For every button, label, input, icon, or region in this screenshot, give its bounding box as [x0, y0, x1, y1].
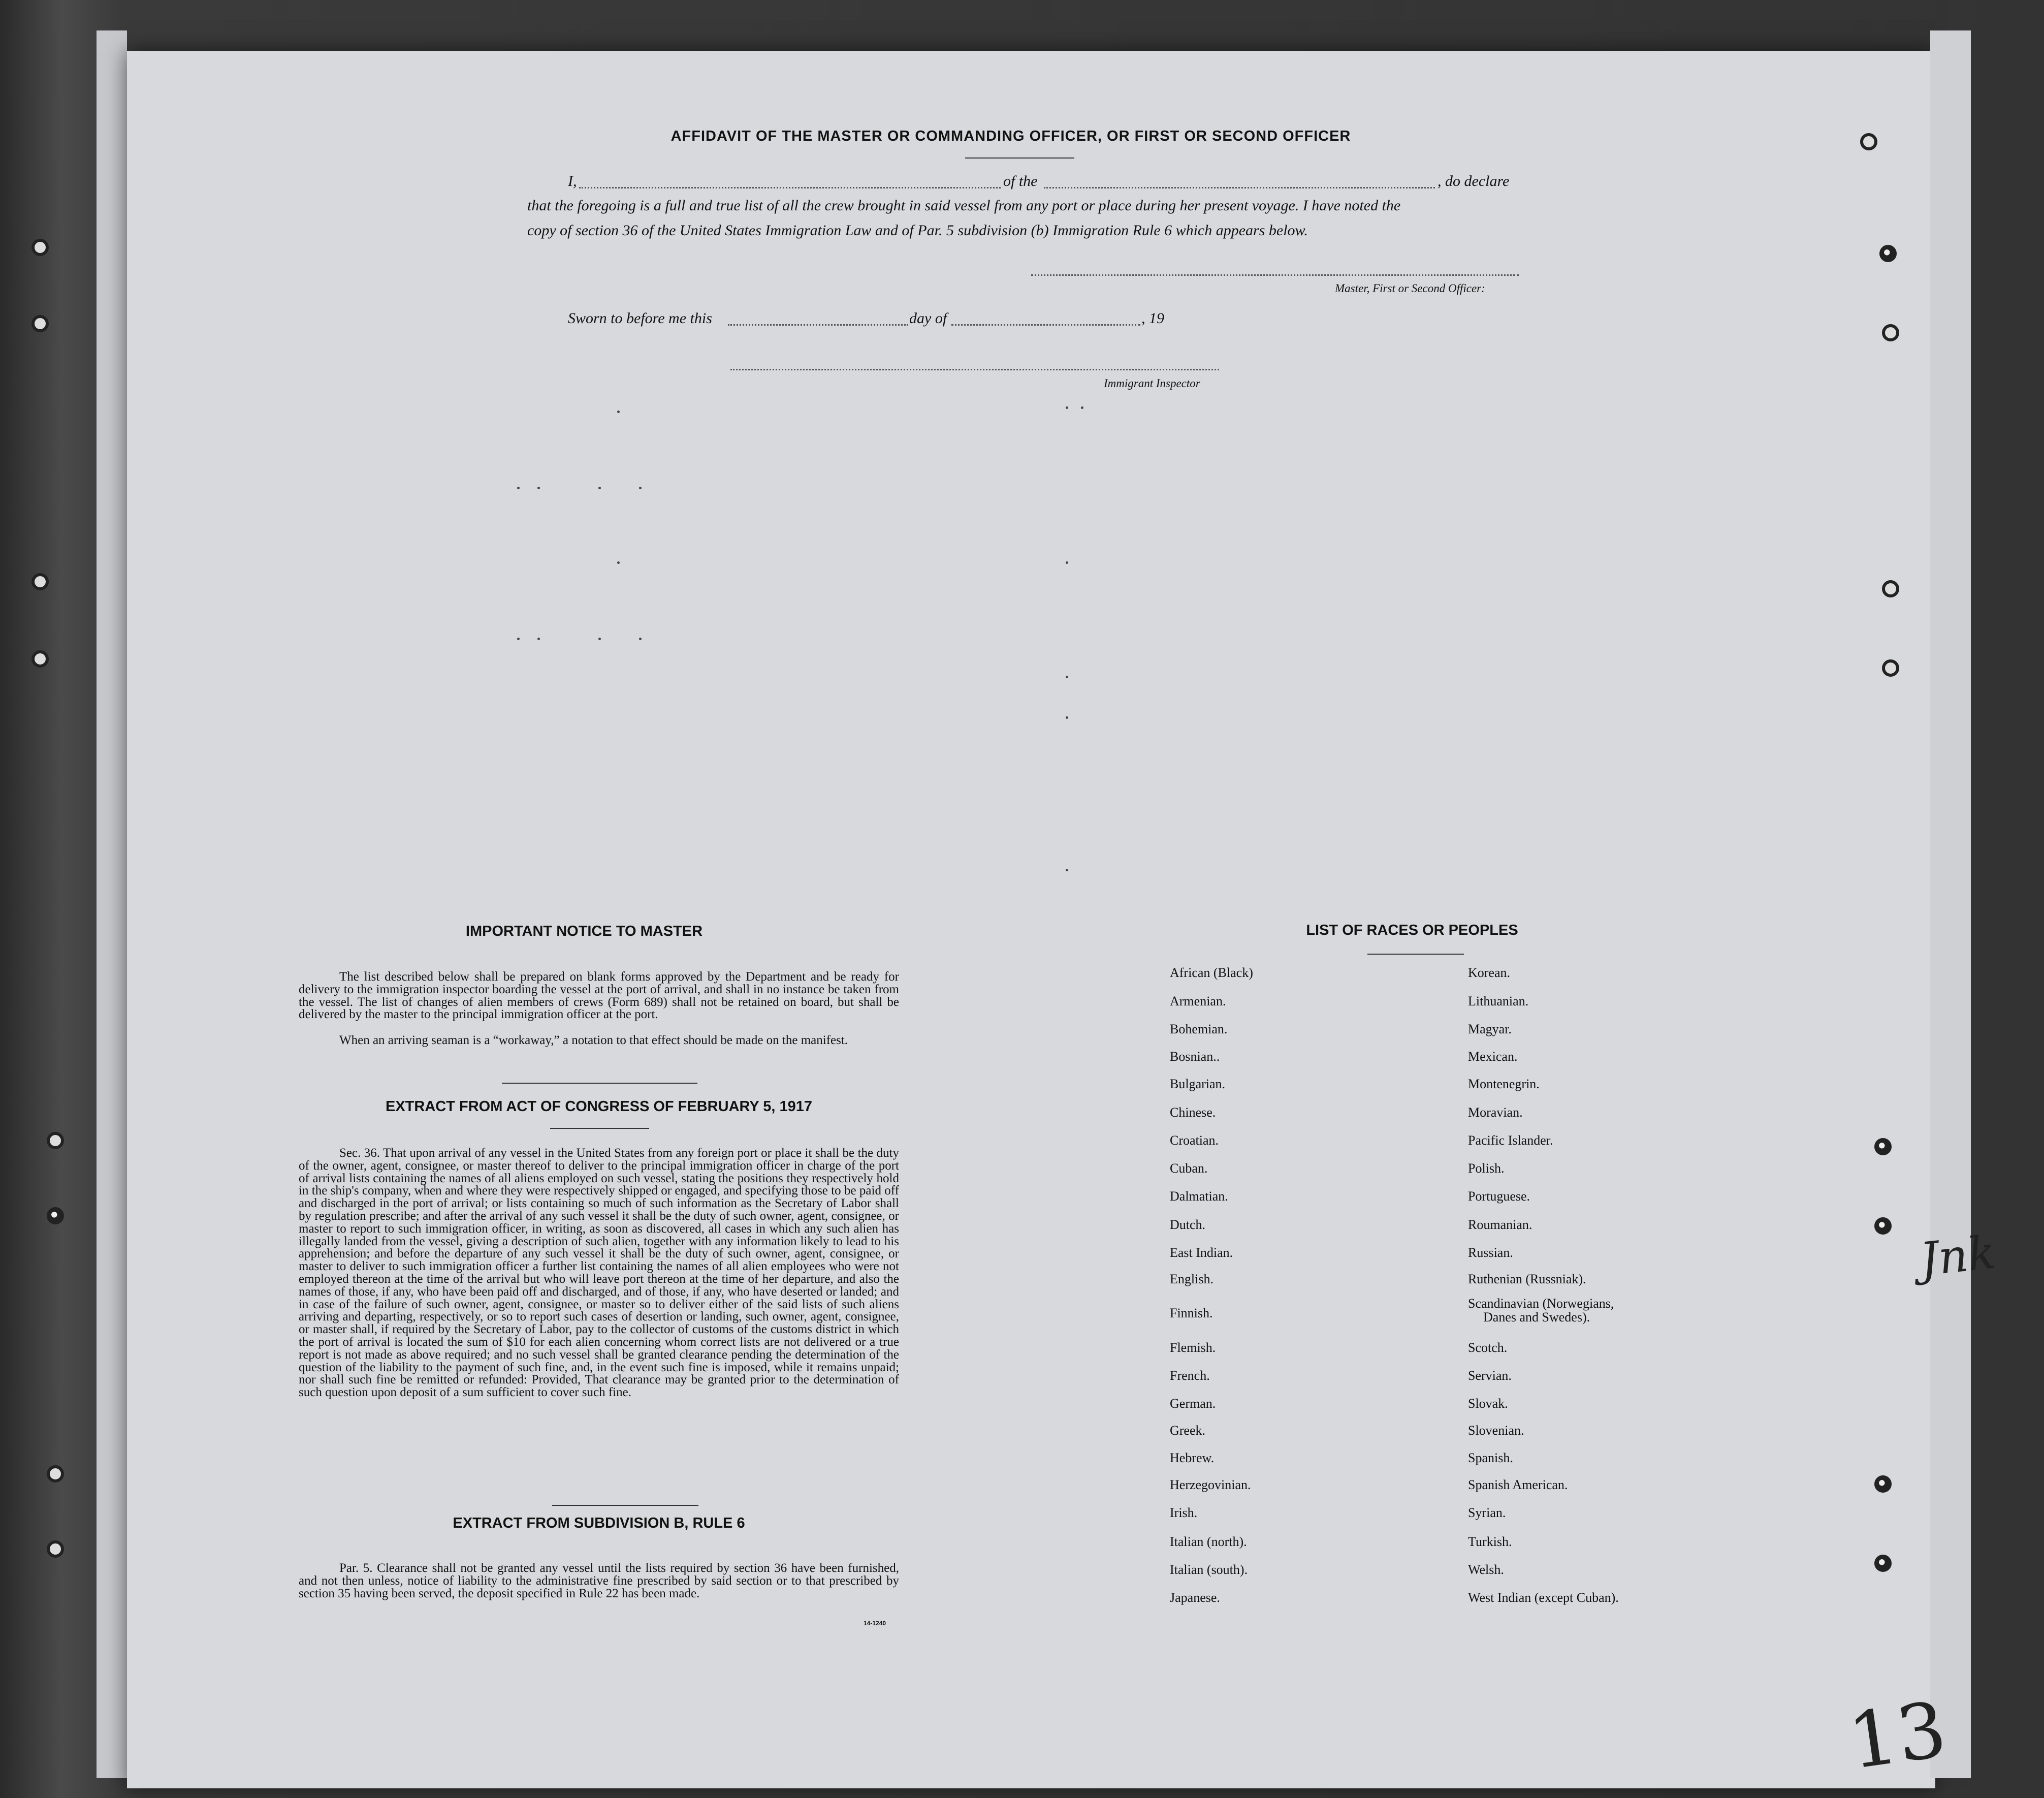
print-speck [537, 638, 540, 640]
race-scandinavian-cont: Danes and Swedes). [1483, 1310, 1590, 1324]
race-item: Bulgarian. [1170, 1077, 1226, 1091]
binding-hole-icon [1874, 1475, 1892, 1493]
race-item: Hebrew. [1170, 1450, 1215, 1465]
master-signature-line[interactable] [1031, 274, 1519, 276]
affidavit-of-the: of the [1003, 173, 1038, 190]
name-field-line[interactable] [579, 187, 1001, 188]
print-speck [1081, 406, 1083, 409]
race-item: Armenian. [1170, 994, 1226, 1008]
notice-paragraph-1 [299, 971, 899, 1021]
race-item: Montenegrin. [1468, 1077, 1540, 1091]
print-speck [517, 487, 520, 489]
binding-hole-icon [1874, 1217, 1892, 1235]
sworn-year: , 19 [1141, 310, 1164, 327]
race-item: Servian. [1468, 1368, 1512, 1383]
race-item: Spanish American. [1468, 1477, 1568, 1492]
notice-text-2: When an arriving seaman is a “workaway,” a notation to that effect should be made on the manifest. [339, 1033, 848, 1047]
inspector-signature-line[interactable] [730, 369, 1219, 370]
binding-hole-icon [1874, 1555, 1892, 1572]
affidavit-i: I, [568, 173, 577, 190]
binding-hole-icon [1874, 1138, 1892, 1155]
race-item: Lithuanian. [1468, 994, 1529, 1008]
binding-hole-icon [31, 573, 49, 590]
sworn-month-line[interactable] [951, 324, 1140, 326]
print-speck [617, 411, 620, 413]
print-speck [617, 561, 620, 564]
handwritten-margin-note: Jnk [1917, 1225, 1998, 1287]
rule-heading: EXTRACT FROM SUBDIVISION B, RULE 6 [453, 1515, 745, 1531]
print-speck [537, 487, 540, 489]
binding-hole-icon [1860, 133, 1877, 150]
race-item: French. [1170, 1368, 1210, 1383]
vessel-field-line[interactable] [1044, 187, 1435, 188]
race-item: Mexican. [1468, 1049, 1518, 1064]
rule-rule [552, 1505, 698, 1506]
race-item: Korean. [1468, 965, 1511, 980]
binding-hole-icon [47, 1207, 64, 1224]
print-speck [1066, 716, 1068, 719]
print-speck [517, 638, 520, 640]
race-item: Dutch. [1170, 1217, 1206, 1232]
race-item: Finnish. [1170, 1306, 1213, 1320]
sworn-text: Sworn to before me this [568, 310, 712, 327]
notice-heading: IMPORTANT NOTICE TO MASTER [465, 923, 703, 939]
binding-strip-right [1930, 30, 1971, 1778]
rule-paragraph [299, 1562, 899, 1600]
race-item: Ruthenian (Russniak). [1468, 1272, 1586, 1286]
binding-hole-icon [1882, 580, 1899, 597]
affidavit-line-2: that the foregoing is a full and true list of all the crew brought in said vessel from any port or place during her present voyage. I have noted the [527, 197, 1401, 214]
race-item: Roumanian. [1468, 1217, 1532, 1232]
inspector-label: Immigrant Inspector [1104, 377, 1200, 390]
print-speck [1066, 406, 1068, 409]
print-speck [1066, 676, 1068, 678]
act-text: Sec. 36. That upon arrival of any vessel in the United States from any foreign port or place it shall be the duty of the owner, agent, consignee, or master thereof to deliver to the principal immigration officer in charge of the port of arrival lists containing the names of all aliens employed on such vessel, stating the positions they respectively hold in the ship's company, when and where they were respectively shipped or engaged, and specifying those to be paid off and discharged in the port of arrival; or lists containing so much of such information as the Secretary of Labor shall by regulation prescribe; and after the arrival of any such vessel it shall be the duty of such owner, agent, consignee, or master to report to such immigration officer, in writing, as soon as discovered, all cases in which any such alien has illegally landed from the vessel, giving a description of such alien, together with any information likely to lead to his apprehension; and before the departure of any such vessel it shall be the duty of such owner, agent, consignee, or master to deliver to such immigration officer a further list containing the names of all alien employees who were not employed thereon at the time of the arrival but who will leave port thereon at the time of her departure, and also the names of those, if any, who have been paid off and discharged, and of those, if any, who have deserted or landed; and in case of the failure of such owner, agent, consignee, or master so to deliver either of the said lists of such aliens arriving and departing, respectively, or so to report such cases of desertion or landing, such owner, agent, consignee, or master shall, if required by the Secretary of Labor, pay to the collector of customs of the customs district in which the port of arrival is located the sum of $10 for each alien concerning whom correct lists are not delivered or a true report is not made as above required; and no such vessel shall be granted clearance pending the determination of the question of the liability to the payment of such fine, and, in the event such fine is imposed, while it remains unpaid; nor shall such fine be remitted or refunded: Provided, That clearance may be granted prior to the determination of such question upon deposit of a sum sufficient to cover such fine. [299, 1146, 899, 1400]
print-speck [639, 487, 642, 489]
notice-text-1: The list described below shall be prepared on blank forms approved by the Department and be ready for delivery to the immigration inspector boarding the vessel at the port of arrival, and shall in no instance be taken from the vessel. The list of changes of alien members of crews (Form 689) shall not be retained on board, but shall be delivered by the master to the principal immigration officer at the port. [299, 970, 899, 1022]
race-item: Chinese. [1170, 1105, 1216, 1120]
race-item: Polish. [1468, 1161, 1505, 1176]
print-speck [598, 487, 601, 489]
race-item: Croatian. [1170, 1133, 1219, 1148]
races-rule [1367, 954, 1464, 955]
act-heading: EXTRACT FROM ACT OF CONGRESS OF FEBRUARY 5, 1917 [385, 1098, 813, 1115]
rule-text: Par. 5. Clearance shall not be granted any vessel until the lists required by section 36 have been furnished, and not then unless, notice of liability to the administrative fine prescribed by said section or to that prescribed by section 35 having been served, the deposit specified in Rule 22 has been made. [299, 1561, 899, 1600]
print-speck [1066, 561, 1068, 564]
handwritten-page-number: 13 [1843, 1685, 1952, 1787]
race-item: Spanish. [1468, 1450, 1513, 1465]
race-item: Bosnian.. [1170, 1049, 1220, 1064]
race-item: Slovak. [1468, 1396, 1508, 1411]
binding-hole-icon [1882, 324, 1899, 341]
race-item: English. [1170, 1272, 1213, 1286]
print-speck [639, 638, 642, 640]
form-number: 14-1240 [864, 1620, 886, 1627]
notice-rule [502, 1083, 697, 1084]
race-item: Cuban. [1170, 1161, 1208, 1176]
binding-hole-icon [47, 1132, 64, 1149]
sworn-day-of: day of [909, 310, 947, 327]
race-item: Pacific Islander. [1468, 1133, 1553, 1148]
affidavit-line-3: copy of section 36 of the United States Immigration Law and of Par. 5 subdivision (b) Immigration Rule 6 which appears below. [527, 222, 1308, 239]
print-speck [1066, 869, 1068, 871]
race-item: Italian (north). [1170, 1534, 1247, 1549]
binding-hole-icon [31, 239, 49, 256]
act-rule [550, 1128, 649, 1129]
race-item: African (Black) [1170, 965, 1253, 980]
race-item: Portuguese. [1468, 1189, 1530, 1204]
binding-hole-icon [31, 650, 49, 668]
race-item: Irish. [1170, 1505, 1198, 1520]
binding-hole-icon [31, 315, 49, 332]
race-item: Russian. [1468, 1245, 1513, 1260]
print-speck [598, 638, 601, 640]
race-item: German. [1170, 1396, 1216, 1411]
affidavit-title: AFFIDAVIT OF THE MASTER OR COMMANDING OFFICER, OR FIRST OR SECOND OFFICER [670, 128, 1351, 144]
notice-paragraph-2 [299, 1034, 899, 1047]
master-signature-label: Master, First or Second Officer: [1335, 282, 1485, 295]
race-item: Slovenian. [1468, 1423, 1524, 1438]
affidavit-do-declare: , do declare [1438, 173, 1510, 190]
race-item: Dalmatian. [1170, 1189, 1228, 1204]
binding-hole-icon [47, 1540, 64, 1558]
title-rule [965, 157, 1074, 159]
binding-hole-icon [1879, 245, 1897, 262]
race-item: Bohemian. [1170, 1022, 1228, 1036]
races-heading: LIST OF RACES OR PEOPLES [1306, 922, 1518, 938]
race-item: Magyar. [1468, 1022, 1512, 1036]
race-item: Moravian. [1468, 1105, 1523, 1120]
race-item: Turkish. [1468, 1534, 1512, 1549]
race-item: Greek. [1170, 1423, 1206, 1438]
act-paragraph [299, 1147, 899, 1399]
binding-hole-icon [47, 1465, 64, 1482]
race-item: East Indian. [1170, 1245, 1233, 1260]
race-item: Japanese. [1170, 1590, 1220, 1605]
race-item: Scotch. [1468, 1340, 1508, 1355]
race-item: Flemish. [1170, 1340, 1216, 1355]
race-item: West Indian (except Cuban). [1468, 1590, 1619, 1605]
race-item: Italian (south). [1170, 1562, 1248, 1577]
race-item: Syrian. [1468, 1505, 1506, 1520]
race-item: Welsh. [1468, 1562, 1504, 1577]
binding-strip-left [97, 30, 127, 1778]
race-item: Scandinavian (Norwegians, [1468, 1296, 1614, 1311]
race-item: Herzegovinian. [1170, 1477, 1251, 1492]
binding-hole-icon [1882, 659, 1899, 677]
sworn-day-line[interactable] [728, 324, 908, 326]
